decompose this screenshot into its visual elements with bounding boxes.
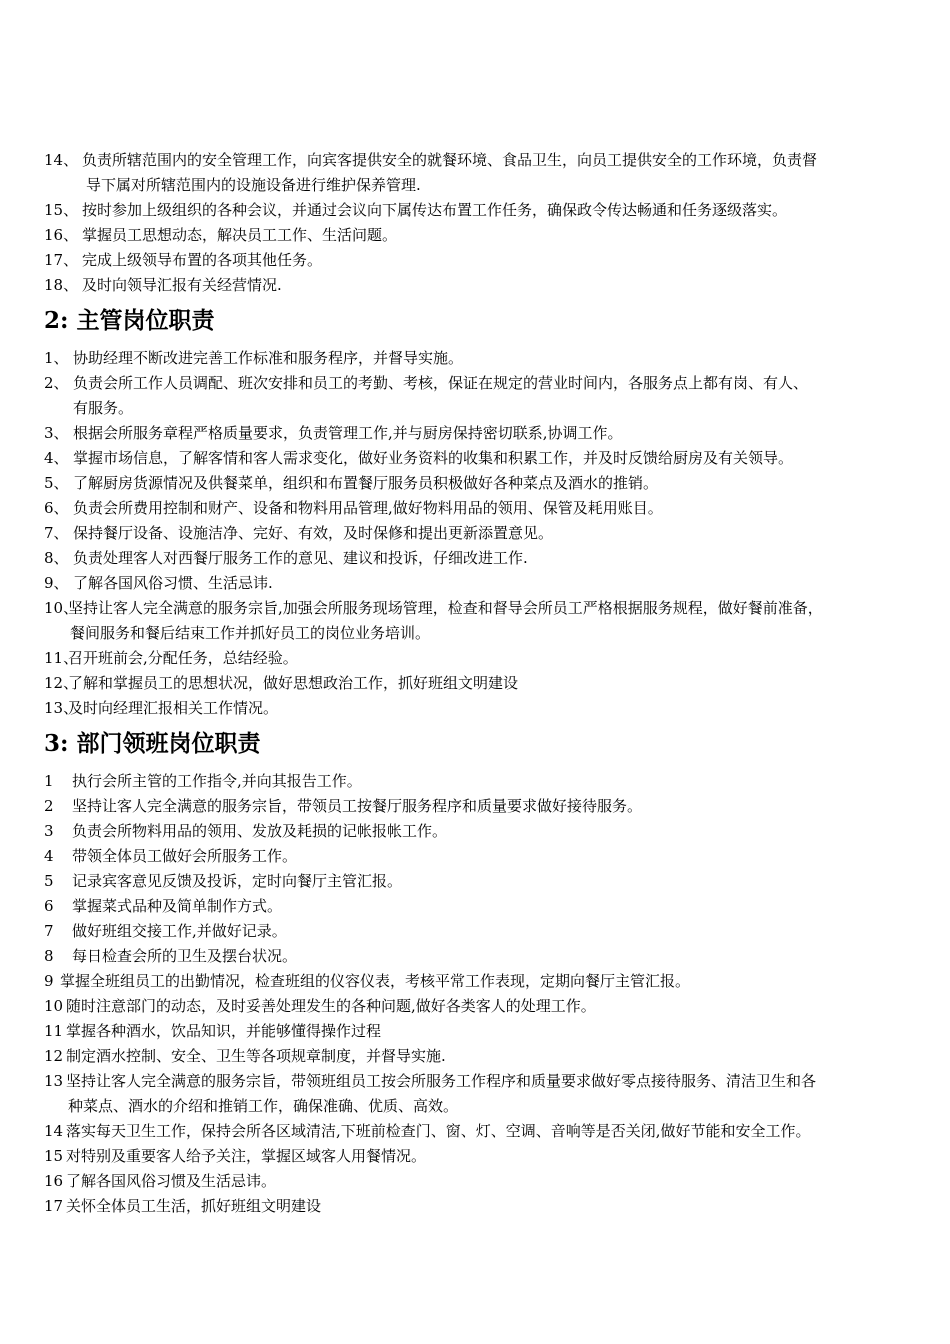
section-heading-team-leader: 3: 部门领班岗位职责: [44, 730, 261, 757]
list-item: [44, 523, 553, 543]
list-item: [44, 423, 623, 443]
item-number: 12: [44, 1047, 64, 1065]
item-number: 16、: [44, 226, 79, 244]
list-item-continuation: 导下属对所辖范围内的设施设备进行维护保养管理.: [86, 176, 421, 194]
item-number: 17、: [44, 251, 79, 269]
list-item: [44, 673, 518, 693]
item-number: 11、: [44, 649, 79, 667]
item-text: 负责会所费用控制和财产、设备和物料用品管理,做好物料用品的领用、保管及耗用账目。: [73, 499, 663, 517]
item-text: 及时向经理汇报相关工作情况。: [68, 699, 279, 717]
list-item: [44, 348, 463, 368]
item-text: 记录宾客意见反馈及投诉，定时向餐厅主管汇报。: [72, 872, 403, 890]
item-text: 坚持让客人完全满意的服务宗旨，带领班组员工按会所服务工作程序和质量要求做好零点接待服务、清洁卫生和各: [66, 1072, 817, 1090]
item-text: 负责所辖范围内的安全管理工作，向宾客提供安全的就餐环境、食品卫生，向员工提供安全的工作环境，负责督: [82, 151, 818, 169]
item-text: 掌握各种酒水，饮品知识，并能够懂得操作过程: [66, 1022, 382, 1040]
item-text: 保持餐厅设备、设施洁净、完好、有效，及时保修和提出更新添置意见。: [73, 524, 554, 542]
item-text: 完成上级领导布置的各项其他任务。: [82, 251, 323, 269]
item-number: 11: [44, 1022, 64, 1040]
list-item: [44, 1121, 811, 1141]
item-text: 协助经理不断改进完善工作标准和服务程序，并督导实施。: [73, 349, 464, 367]
list-item: [44, 373, 808, 393]
item-text: 掌握市场信息，了解客情和客人需求变化，做好业务资料的收集和积累工作，并及时反馈给厨房及有关领导。: [73, 449, 794, 467]
list-item: [44, 946, 297, 966]
item-text: 及时向领导汇报有关经营情况.: [82, 276, 282, 294]
list-item-continuation: 有服务。: [73, 399, 134, 417]
item-text: 掌握员工思想动态，解决员工工作、生活问题。: [82, 226, 398, 244]
item-number: 6、: [44, 499, 69, 517]
item-text: 落实每天卫生工作，保持会所各区域清洁,下班前检查门、窗、灯、空调、音响等是否关闭,做好节能和安全工作。: [66, 1122, 811, 1140]
list-item: [44, 448, 793, 468]
item-number: 12、: [44, 674, 79, 692]
item-number: 15、: [44, 201, 79, 219]
item-text: 执行会所主管的工作指令,并向其报告工作。: [72, 772, 362, 790]
item-number: 10: [44, 997, 64, 1015]
item-text: 了解各国风俗习惯及生活忌讳。: [66, 1172, 277, 1190]
list-item: [44, 225, 397, 245]
list-item: [44, 573, 273, 593]
item-text: 随时注意部门的动态，及时妥善处理发生的各种问题,做好各类客人的处理工作。: [66, 997, 596, 1015]
list-item: [44, 648, 298, 668]
list-item: [44, 871, 402, 891]
item-number: 10、: [44, 599, 79, 617]
list-item: [44, 200, 787, 220]
item-text: 按时参加上级组织的各种会议，并通过会议向下属传达布置工作任务，确保政令传达畅通和任务逐级落实。: [82, 201, 788, 219]
list-item: [44, 598, 823, 618]
list-item: [44, 150, 817, 170]
item-number: 9、: [44, 574, 69, 592]
list-item: [44, 275, 282, 295]
item-text: 掌握全班组员工的出勤情况，检查班组的仪容仪表，考核平常工作表现，定期向餐厅主管汇报。: [60, 972, 691, 990]
list-item: [44, 846, 297, 866]
list-item: [44, 1046, 446, 1066]
item-text: 带领全体员工做好会所服务工作。: [72, 847, 298, 865]
item-number: 9: [44, 972, 54, 990]
item-text: 制定酒水控制、安全、卫生等各项规章制度，并督导实施.: [66, 1047, 446, 1065]
item-text: 了解各国风俗习惯、生活忌讳.: [73, 574, 273, 592]
list-item-continuation: 餐间服务和餐后结束工作并抓好员工的岗位业务培训。: [70, 624, 431, 642]
item-number: 3、: [44, 424, 69, 442]
list-item: [44, 498, 663, 518]
item-number: 4: [44, 847, 54, 865]
list-item: [44, 250, 322, 270]
item-number: 17: [44, 1197, 64, 1215]
list-item: [44, 548, 528, 568]
item-number: 15: [44, 1147, 64, 1165]
item-number: 1: [44, 772, 54, 790]
list-item-continuation: 种菜点、酒水的介绍和推销工作，确保准确、优质、高效。: [68, 1097, 459, 1115]
item-number: 18、: [44, 276, 79, 294]
item-number: 2、: [44, 374, 69, 392]
item-text: 对特别及重要客人给予关注，掌握区域客人用餐情况。: [66, 1147, 427, 1165]
item-text: 了解厨房货源情况及供餐菜单，组织和布置餐厅服务员积极做好各种菜点及酒水的推销。: [73, 474, 659, 492]
list-item: [44, 921, 287, 941]
item-text: 坚持让客人完全满意的服务宗旨,加强会所服务现场管理，检查和督导会所员工严格根据服务规程，做好餐前准备，: [68, 599, 823, 617]
list-item: [44, 996, 596, 1016]
item-text: 负责处理客人对西餐厅服务工作的意见、建议和投诉，仔细改进工作.: [73, 549, 528, 567]
list-item: [44, 1071, 816, 1091]
item-number: 6: [44, 897, 54, 915]
item-number: 14、: [44, 151, 79, 169]
item-number: 13: [44, 1072, 64, 1090]
item-text: 坚持让客人完全满意的服务宗旨，带领员工按餐厅服务程序和质量要求做好接待服务。: [72, 797, 643, 815]
item-number: 7、: [44, 524, 69, 542]
item-number: 13、: [44, 699, 79, 717]
item-text: 关怀全体员工生活，抓好班组文明建设: [66, 1197, 322, 1215]
list-item: [44, 1146, 426, 1166]
list-item: [44, 896, 282, 916]
item-number: 5: [44, 872, 54, 890]
list-item: [44, 821, 447, 841]
item-number: 5、: [44, 474, 69, 492]
item-number: 2: [44, 797, 54, 815]
item-text: 做好班组交接工作,并做好记录。: [72, 922, 287, 940]
item-text: 每日检查会所的卫生及摆台状况。: [72, 947, 298, 965]
item-text: 了解和掌握员工的思想状况，做好思想政治工作，抓好班组文明建设: [68, 674, 519, 692]
item-number: 1、: [44, 349, 69, 367]
item-number: 16: [44, 1172, 64, 1190]
item-text: 召开班前会,分配任务，总结经验。: [68, 649, 298, 667]
item-number: 8: [44, 947, 54, 965]
item-text: 负责会所物料用品的领用、发放及耗损的记帐报帐工作。: [72, 822, 448, 840]
list-item: [44, 1171, 276, 1191]
section-heading-supervisor: 2: 主管岗位职责: [44, 307, 215, 334]
list-item: [44, 796, 642, 816]
list-item: [44, 771, 362, 791]
list-item: [44, 473, 658, 493]
item-text: 掌握菜式品种及简单制作方式。: [72, 897, 283, 915]
list-item: [44, 1196, 321, 1216]
item-number: 4、: [44, 449, 69, 467]
item-text: 负责会所工作人员调配、班次安排和员工的考勤、考核，保证在规定的营业时间内，各服务点上都有岗、有人、: [73, 374, 809, 392]
list-item: [44, 698, 278, 718]
item-number: 14: [44, 1122, 64, 1140]
item-number: 7: [44, 922, 54, 940]
list-item: [44, 971, 690, 991]
list-item: [44, 1021, 381, 1041]
item-number: 3: [44, 822, 54, 840]
item-number: 8、: [44, 549, 69, 567]
item-text: 根据会所服务章程严格质量要求，负责管理工作,并与厨房保持密切联系,协调工作。: [73, 424, 623, 442]
